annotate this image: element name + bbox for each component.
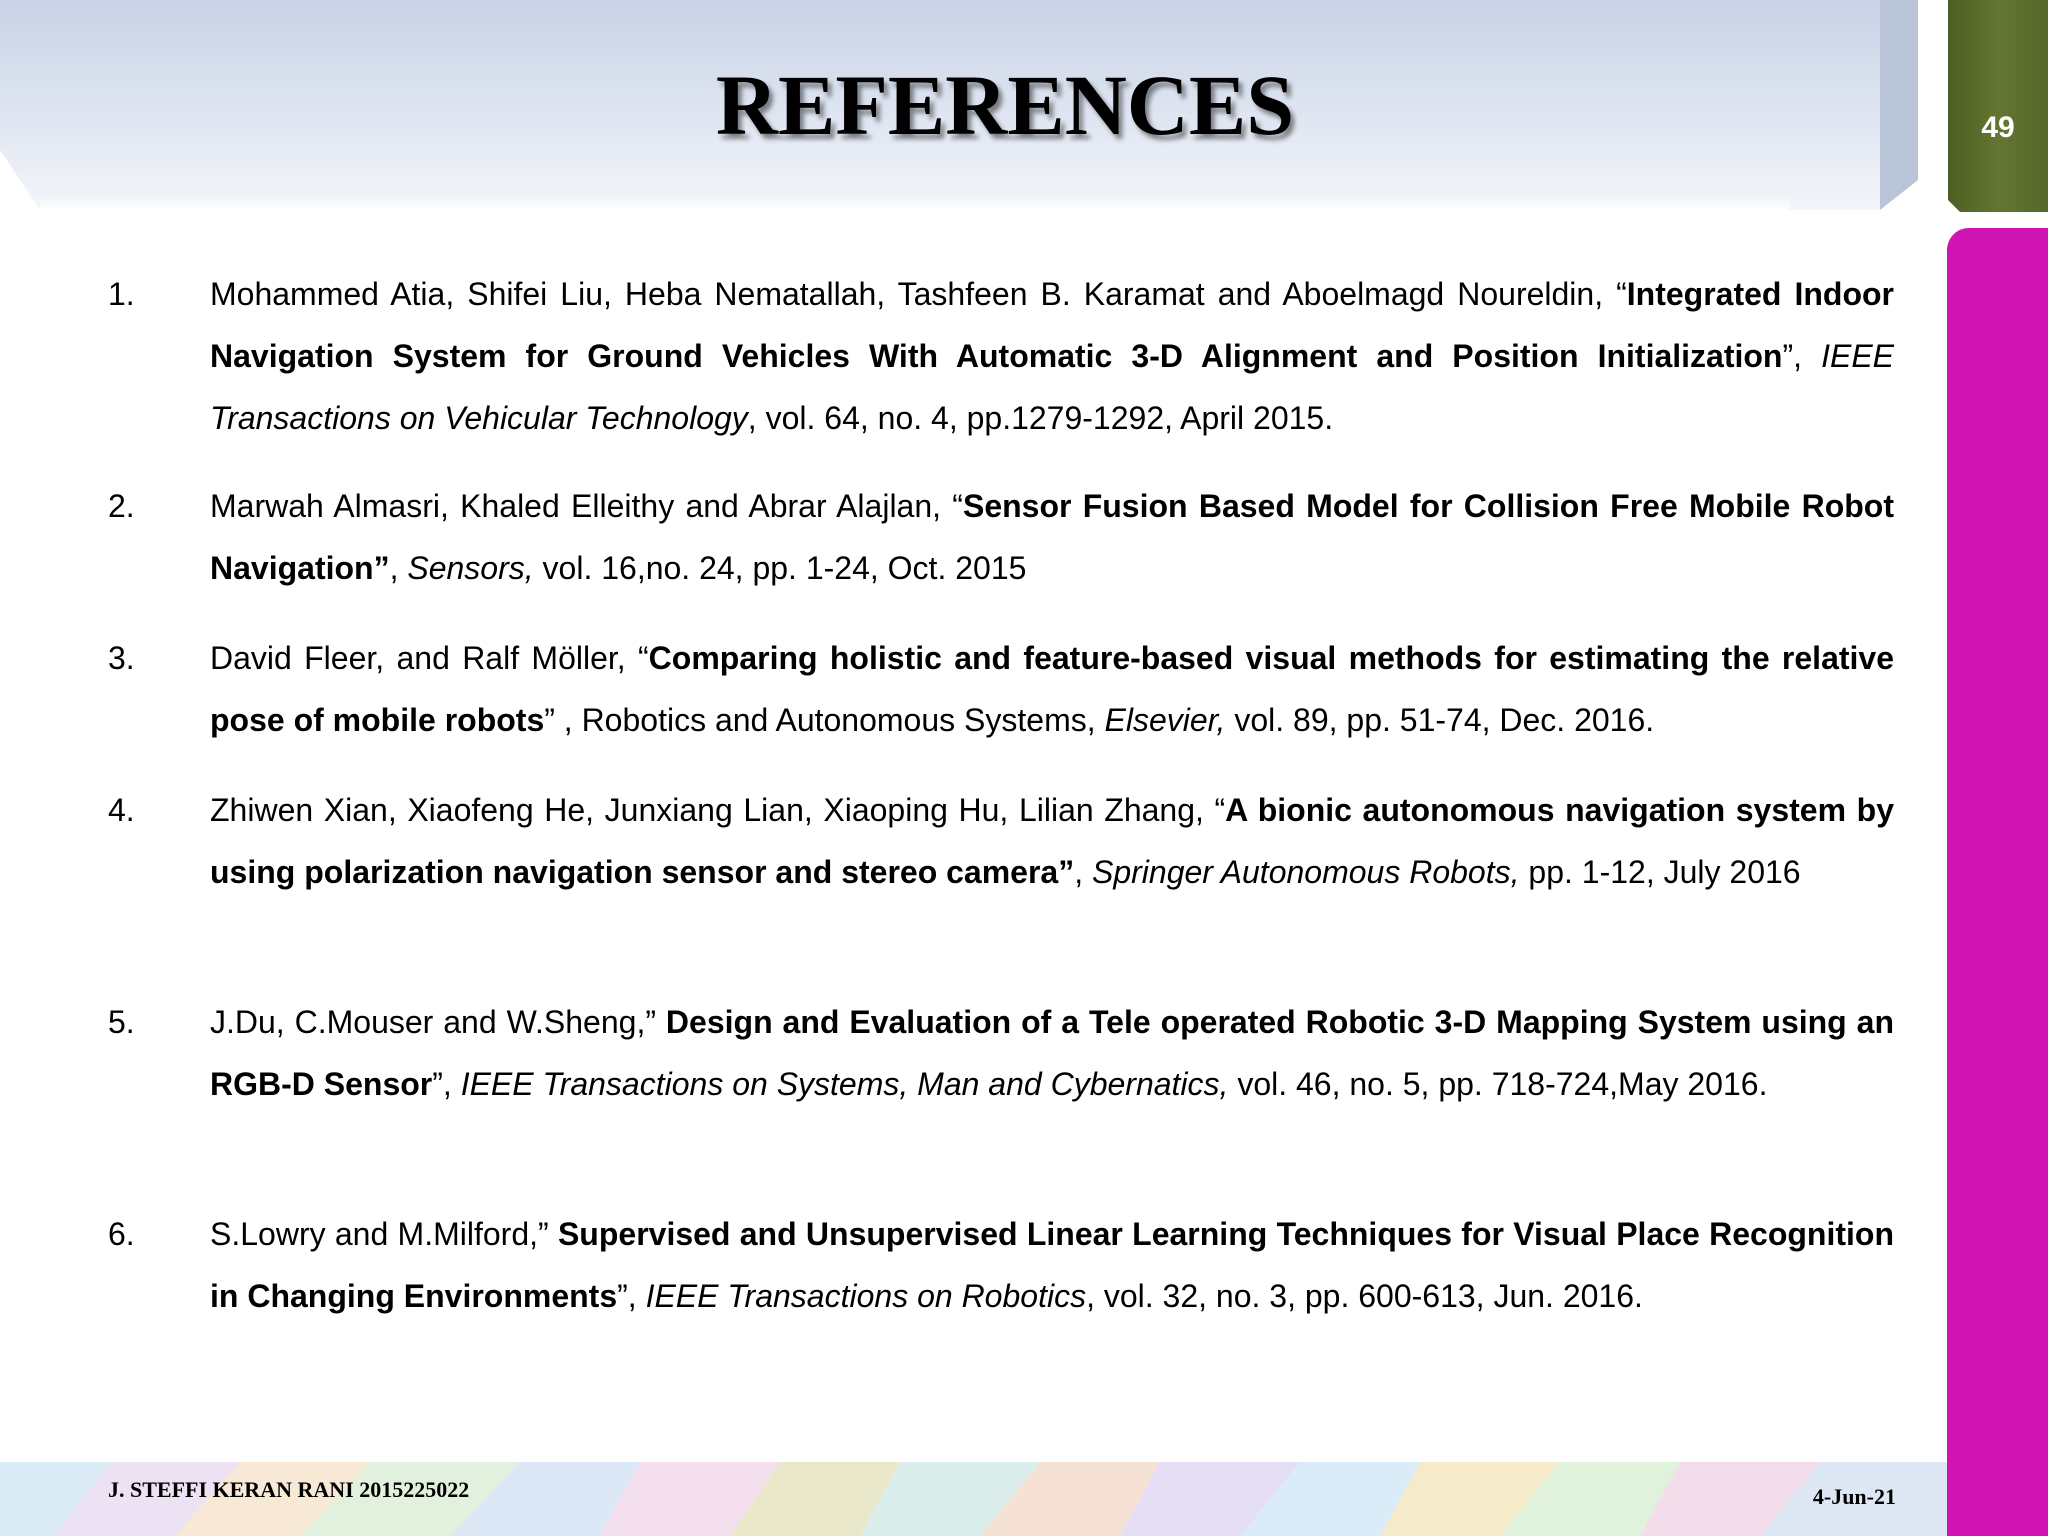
reference-segment: ”, <box>432 1066 461 1102</box>
reference-number: 1. <box>108 276 135 312</box>
reference-segment: vol. 89, pp. 51-74, Dec. 2016. <box>1225 702 1655 738</box>
reference-segment: ”, <box>617 1278 646 1314</box>
reference-text <box>210 991 1894 1115</box>
footer-author: J. STEFFI KERAN RANI 2015225022 <box>108 1477 470 1502</box>
reference-number: 6. <box>108 1216 135 1252</box>
slide-number: 49 <box>1981 111 2015 144</box>
reference-title: Sensor Fusion Based Model for Collision Free Mobile Robot Navigation” <box>210 488 1895 586</box>
reference-segment: Mohammed Atia, Shifei Liu, Heba Nematallah, Tashfeen B. Karamat and Aboelmagd Noureldin, “ <box>210 276 1627 312</box>
reference-title: Integrated Indoor Navigation System for Ground Vehicles With Automatic 3-D Alignment and Position Initialization <box>210 276 1895 374</box>
reference-segment: David Fleer, and Ralf Möller, “ <box>210 640 649 676</box>
reference-text <box>210 1203 1894 1327</box>
reference-segment: vol. 46, no. 5, pp. 718-724,May 2016. <box>1228 1066 1768 1102</box>
reference-number: 3. <box>108 640 135 676</box>
reference-title: Design and Evaluation of a Tele operated Robotic 3-D Mapping System using an RGB-D Sensor <box>210 1004 1895 1102</box>
reference-text <box>210 475 1894 599</box>
reference-segment: J.Du, C.Mouser and W.Sheng,” <box>210 1004 666 1040</box>
slide-title: REFERENCES <box>715 57 1295 153</box>
reference-venue: IEEE Transactions on Vehicular Technology <box>210 338 1895 436</box>
reference-number: 5. <box>108 1004 135 1040</box>
reference-venue: IEEE Transactions on Robotics <box>645 1278 1087 1314</box>
reference-segment: ” , Robotics and Autonomous Systems, <box>544 702 1105 738</box>
reference-segment: pp. 1-12, July 2016 <box>1519 854 1801 890</box>
reference-venue: Sensors, <box>407 550 534 586</box>
footer-date: 4-Jun-21 <box>1812 1484 1896 1509</box>
reference-text <box>210 627 1894 751</box>
reference-segment: , vol. 32, no. 3, pp. 600-613, Jun. 2016. <box>1086 1278 1643 1314</box>
reference-title: Supervised and Unsupervised Linear Learning Techniques for Visual Place Recognition in Changing Environments <box>210 1216 1894 1314</box>
reference-number: 2. <box>108 488 135 524</box>
reference-segment: vol. 16,no. 24, pp. 1-24, Oct. 2015 <box>533 550 1027 586</box>
reference-title: A bionic autonomous navigation system by using polarization navigation sensor and stereo camera” <box>210 792 1895 890</box>
side-accent-bar <box>1947 228 2048 1536</box>
reference-venue: IEEE Transactions on Systems, Man and Cybernatics, <box>460 1066 1229 1102</box>
reference-segment: , <box>1074 854 1092 890</box>
reference-segment: Marwah Almasri, Khaled Elleithy and Abrar Alajlan, “ <box>210 488 963 524</box>
reference-number: 4. <box>108 792 135 828</box>
reference-segment: ”, <box>1782 338 1822 374</box>
reference-text <box>210 779 1894 903</box>
slide-number-tab <box>1948 0 2048 212</box>
reference-title: Comparing holistic and feature-based visual methods for estimating the relative pose of mobile robots <box>210 640 1895 738</box>
reference-venue: Elsevier, <box>1104 702 1226 738</box>
reference-segment: Zhiwen Xian, Xiaofeng He, Junxiang Lian, Xiaoping Hu, Lilian Zhang, “ <box>210 792 1226 828</box>
reference-text <box>210 263 1894 449</box>
reference-segment: S.Lowry and M.Milford,” <box>210 1216 558 1252</box>
reference-segment: , <box>389 550 408 586</box>
reference-venue: Springer Autonomous Robots, <box>1092 854 1520 890</box>
reference-segment: , vol. 64, no. 4, pp.1279-1292, April 2015. <box>747 400 1334 436</box>
